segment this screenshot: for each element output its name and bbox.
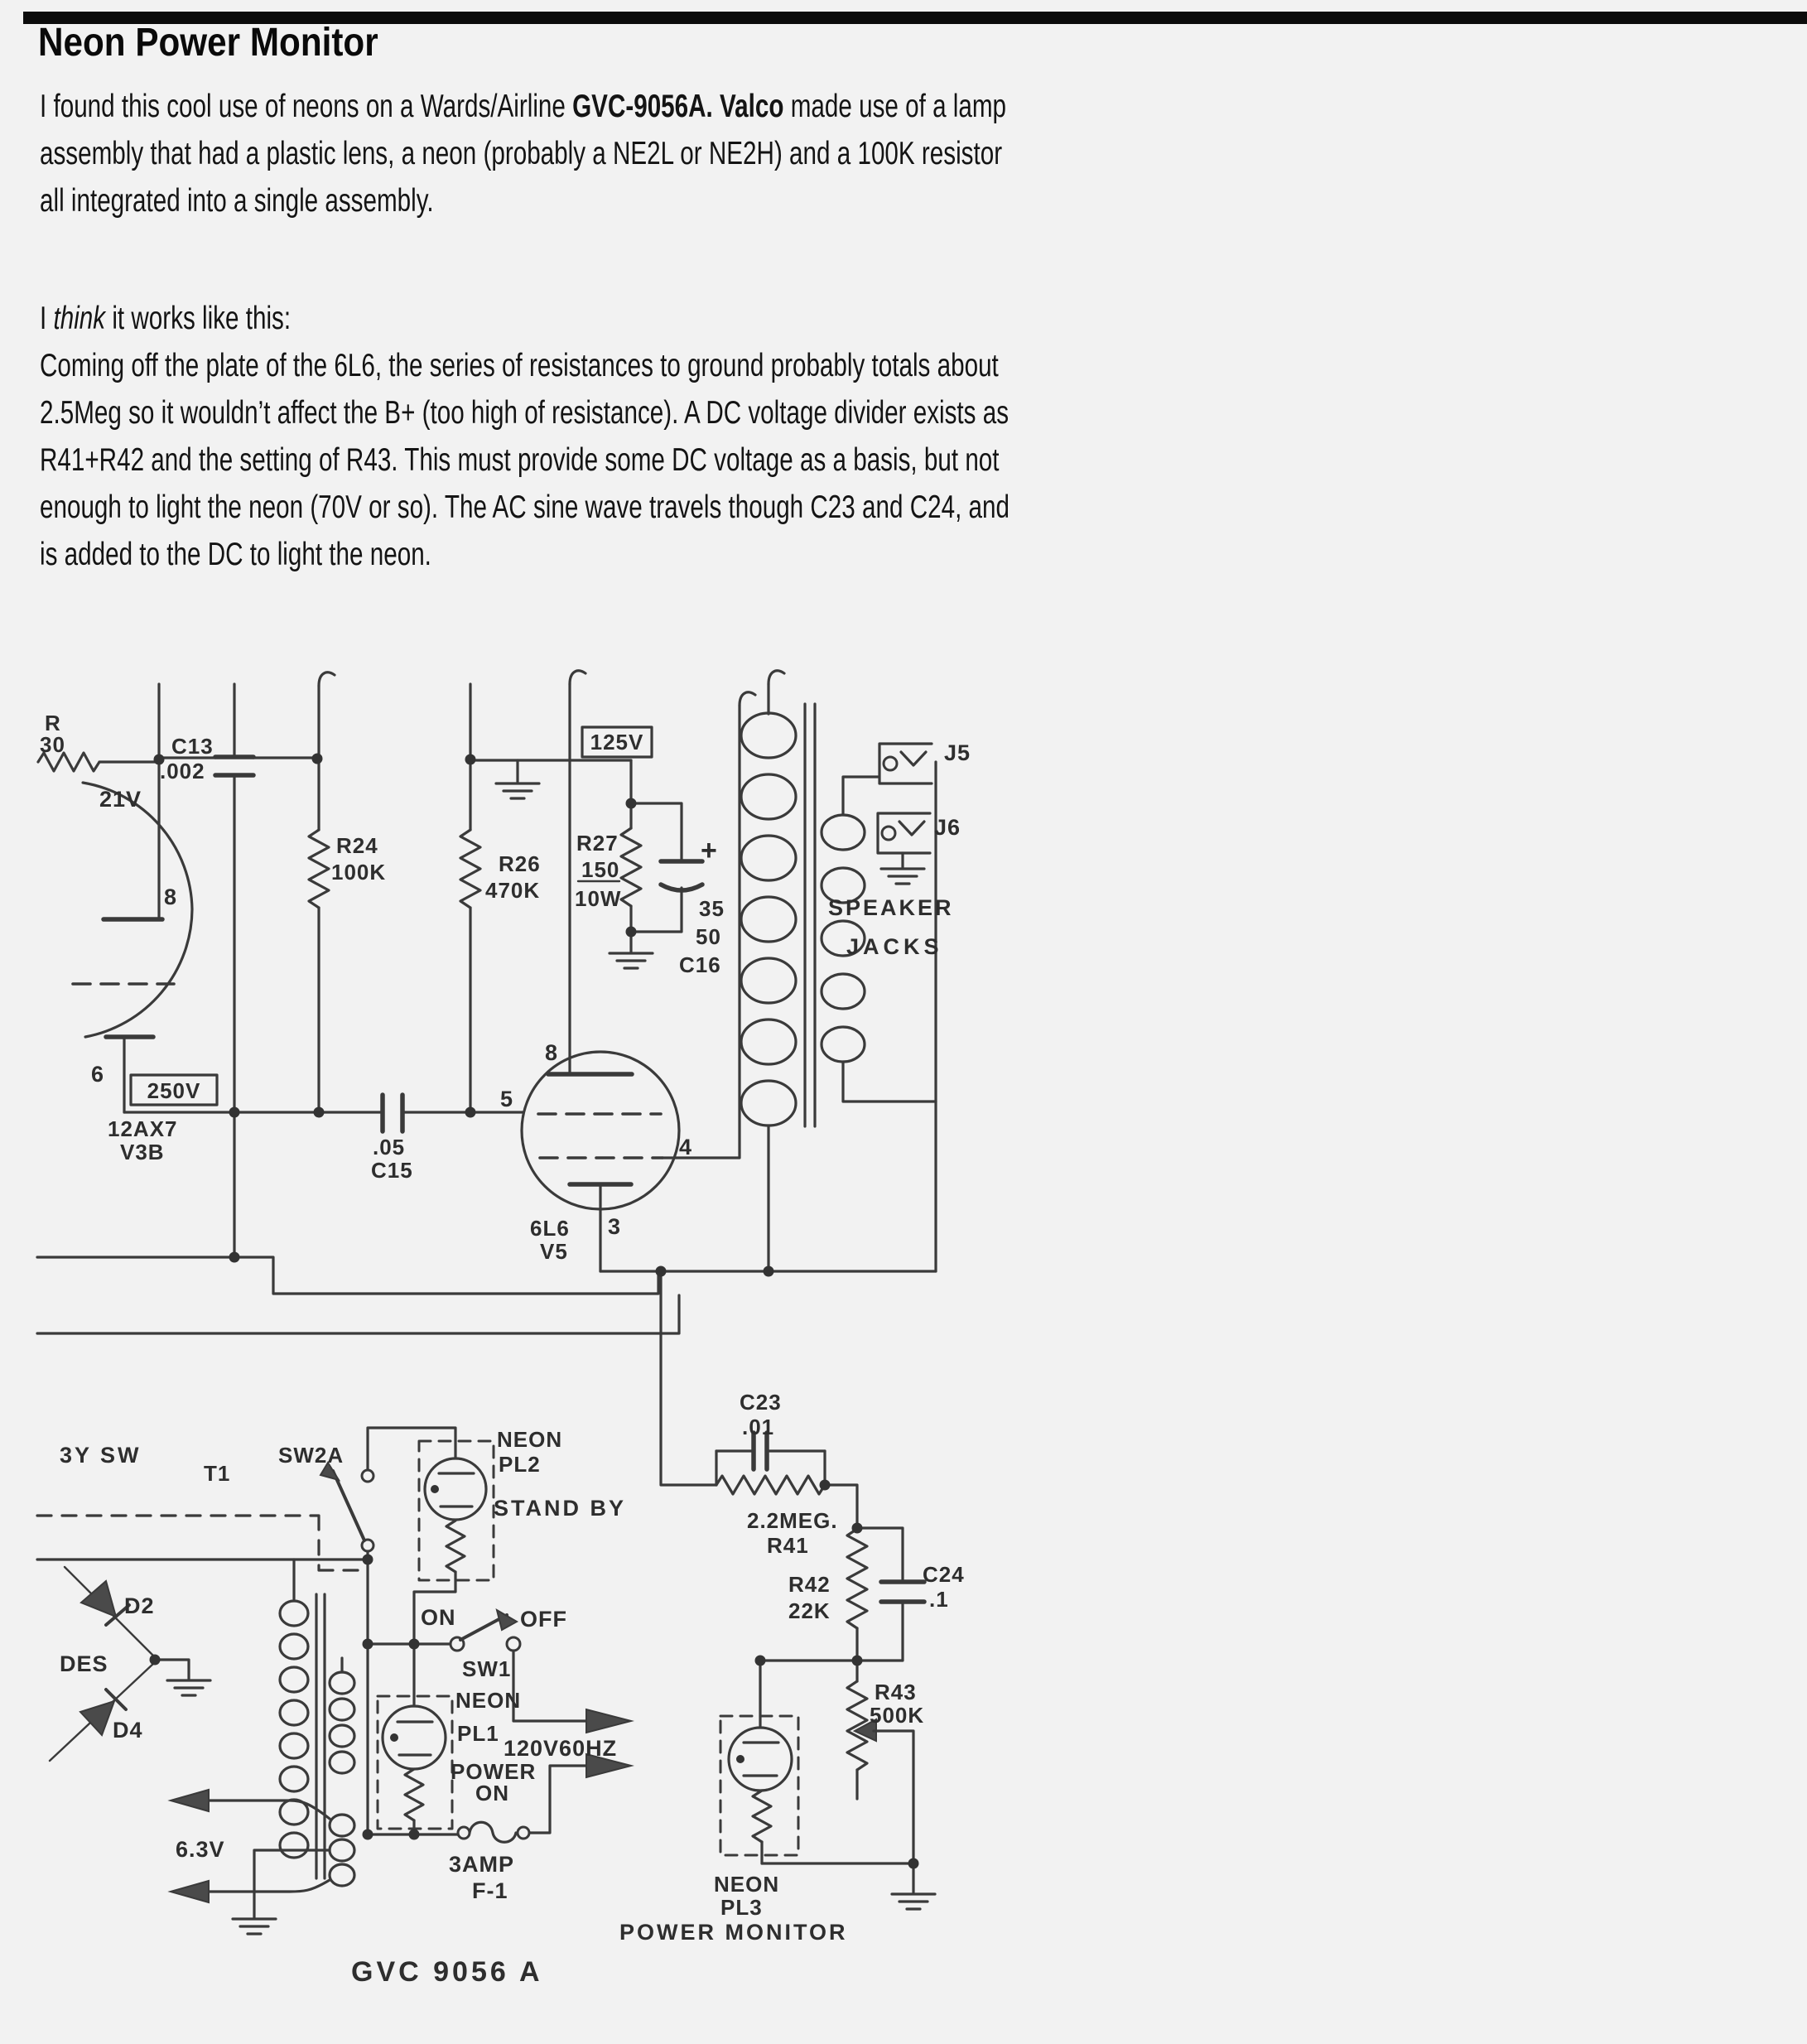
standby-switch-sw2a [37, 1463, 373, 1834]
label-stand-by: STAND BY [494, 1496, 627, 1521]
label-r43: R43 [875, 1680, 917, 1704]
capacitor-c24-branch [857, 1528, 903, 1580]
lead-arrow [171, 1790, 209, 1811]
label-v5: V5 [540, 1239, 568, 1264]
label-d2: D2 [124, 1593, 155, 1618]
label-c16-plus: + [701, 835, 718, 866]
label-r41-value: 2.2MEG. [747, 1508, 838, 1533]
power-neon-pl1 [378, 1696, 452, 1834]
label-r42-value: 22K [788, 1598, 831, 1623]
label-fuse: F-1 [472, 1878, 508, 1903]
label-off: OFF [520, 1607, 567, 1632]
label-c16-volts: 50 [696, 924, 721, 949]
line-arrow [586, 1709, 631, 1733]
resistor-r24 [309, 672, 335, 1110]
neon-pl3 [720, 1661, 798, 1863]
label-c15-value: .05 [373, 1135, 406, 1159]
text-line: 2.5Meg so it wouldn’t affect the B+ (too high of resistance). A DC voltage divider exists as [40, 395, 1010, 431]
text-line: R41+R42 and the setting of R43. This must provide some DC voltage as a basis, but not [40, 442, 1000, 478]
label-r42: R42 [788, 1572, 831, 1597]
linkage-dashed [37, 1516, 360, 1570]
label-pl3: PL3 [720, 1895, 763, 1920]
neon-electrodes [398, 1722, 432, 1755]
label-pin5: 5 [500, 1087, 514, 1111]
text-line: I think it works like this: [40, 301, 292, 336]
text-line: I found this cool use of neons on a Wards/Airline GVC-9056A. Valco made use of a lamp [40, 89, 1007, 124]
text-line: Coming off the plate of the 6L6, the series of resistances to ground probably totals about [40, 348, 999, 383]
label-pl2: PL2 [499, 1452, 541, 1477]
label-power-monitor: POWER MONITOR [619, 1920, 848, 1945]
label-sw1: SW1 [462, 1656, 512, 1681]
transformer-core [316, 1594, 325, 1878]
label-c24-value: .1 [929, 1587, 949, 1612]
label-power-on: ON [475, 1781, 509, 1805]
label-neon-pl1: NEON [455, 1688, 522, 1713]
label-pin8-6l6: 8 [545, 1040, 559, 1065]
label-c15: C15 [371, 1158, 413, 1183]
label-model-number: GVC 9056 A [351, 1956, 543, 1988]
label-120v-60hz: 120V60HZ [504, 1736, 618, 1761]
label-r24: R24 [336, 833, 378, 858]
label-standby-switch: 3Y SW [60, 1443, 142, 1468]
transformer-core [805, 704, 815, 1126]
capacitor-c24 [881, 1582, 924, 1602]
node-wiring-b-plus [470, 760, 631, 828]
label-jacks: JACKS [846, 934, 943, 959]
label-neon-pl2: NEON [497, 1427, 563, 1452]
label-6-3v: 6.3V [176, 1837, 225, 1862]
label-12ax7: 12AX7 [108, 1116, 178, 1141]
label-r26-value: 470K [485, 878, 541, 903]
label-on: ON [421, 1605, 456, 1630]
label-v3b: V3B [120, 1140, 165, 1164]
power-transformer-t1 [171, 1560, 354, 1934]
wire-hook [769, 671, 784, 684]
label-r41: R41 [767, 1533, 809, 1558]
resistor-r42 [847, 1529, 867, 1628]
label-250v: 250V [147, 1078, 201, 1103]
ground-symbol [496, 783, 539, 798]
lamp-resistor [405, 1769, 423, 1820]
label-j6: J6 [934, 815, 961, 840]
label-c13: C13 [171, 734, 214, 759]
label-c24: C24 [923, 1562, 965, 1587]
label-r30: 30 [40, 732, 65, 757]
junction-dots [150, 754, 919, 1869]
speaker-jacks [878, 744, 936, 1271]
ground-symbol [610, 953, 653, 968]
wire-hook [740, 692, 755, 706]
switch-arrow [497, 1610, 517, 1630]
label-r27-watts: 10W [575, 886, 622, 911]
label-pl1: PL1 [457, 1721, 499, 1746]
ground-symbol [233, 1919, 276, 1934]
label-power: POWER [451, 1759, 537, 1784]
label-r26: R26 [499, 851, 541, 876]
ground-symbol [167, 1680, 210, 1695]
label-sw2a: SW2A [278, 1443, 345, 1468]
label-r43-value: 500K [870, 1703, 925, 1728]
bus-wires [37, 1257, 936, 1333]
fuse-f1 [368, 1822, 529, 1842]
label-fuse-rating: 3AMP [449, 1852, 515, 1877]
label-diodes: DES [60, 1651, 108, 1676]
lead-arrow [171, 1881, 209, 1902]
diode-d4 [80, 1701, 114, 1735]
text-line: enough to light the neon (70V or so). The AC sine wave travels though C23 and C24, and [40, 489, 1010, 525]
label-pin4: 4 [679, 1135, 693, 1159]
label-t1: T1 [204, 1461, 231, 1486]
neon-electrodes [439, 1473, 474, 1506]
resistor-r41 [716, 1476, 825, 1494]
label-pin3: 3 [608, 1214, 622, 1239]
label-c23: C23 [740, 1390, 782, 1415]
lamp-resistor [446, 1521, 465, 1572]
label-125v: 125V [590, 730, 644, 754]
text-line: is added to the DC to light the neon. [40, 537, 431, 572]
label-j5: J5 [944, 740, 971, 765]
label-6l6: 6L6 [530, 1216, 570, 1241]
label-pin8-12ax7: 8 [164, 885, 178, 909]
text-line: all integrated into a single assembly. [40, 183, 434, 219]
label-r27-value: 150 [581, 857, 620, 882]
label-d4: D4 [113, 1718, 143, 1743]
wire-hook [570, 671, 585, 684]
label-21v: 21V [99, 787, 142, 812]
label-neon-pl3: NEON [714, 1872, 780, 1897]
label-pin6: 6 [91, 1062, 105, 1087]
ground-symbol [892, 1894, 935, 1909]
label-c16: C16 [679, 952, 721, 977]
label-r24-value: 100K [331, 860, 387, 885]
label-speaker: SPEAKER [828, 895, 954, 920]
resistor-r26 [460, 684, 480, 1110]
label-r30-prefix: R [45, 711, 61, 735]
neon-electrodes [744, 1743, 778, 1776]
lamp-resistor [753, 1791, 771, 1842]
wire-hook [319, 672, 335, 686]
output-transformer [741, 671, 936, 1271]
label-c13-value: .002 [160, 759, 205, 783]
page-title: Neon Power Monitor [38, 21, 378, 65]
diode-d2 [81, 1581, 116, 1617]
text-line: assembly that had a plastic lens, a neon (probably a NE2L or NE2H) and a 100K resistor [40, 136, 1003, 171]
label-c23-value: .01 [742, 1415, 775, 1439]
ground-symbol [881, 869, 924, 884]
label-r27: R27 [576, 831, 619, 856]
label-c16-uf: 35 [699, 896, 725, 921]
